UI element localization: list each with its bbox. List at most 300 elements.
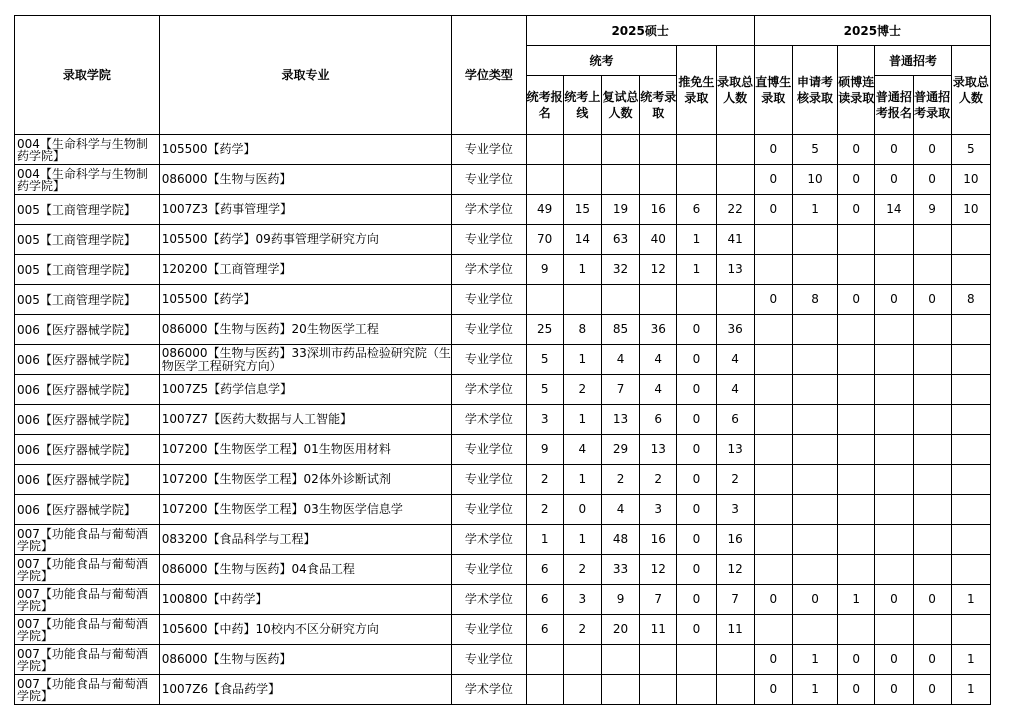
master-value-cell: 32 [601, 255, 639, 285]
degree-type-cell: 专业学位 [452, 465, 526, 495]
header-d-col: 申请考核录取 [792, 46, 837, 135]
table-row [15, 405, 991, 435]
master-value-cell [601, 135, 639, 165]
header-college: 录取学院 [15, 16, 160, 135]
master-value-cell: 15 [563, 195, 601, 225]
doctor-value-cell [913, 615, 951, 645]
master-value-cell: 0 [677, 555, 716, 585]
master-value-cell [677, 675, 716, 705]
master-value-cell: 13 [640, 435, 677, 465]
doctor-value-cell [838, 255, 875, 285]
major-cell: 105500【药学】 [159, 285, 451, 315]
master-value-cell: 19 [601, 195, 639, 225]
table-row [15, 585, 991, 615]
college-cell: 005【工商管理学院】 [15, 195, 160, 225]
master-value-cell [716, 135, 754, 165]
major-cell: 105500【药学】 [159, 135, 451, 165]
doctor-value-cell [838, 555, 875, 585]
doctor-value-cell: 9 [913, 195, 951, 225]
master-value-cell: 33 [601, 555, 639, 585]
master-value-cell: 36 [716, 315, 754, 345]
doctor-value-cell [951, 555, 990, 585]
doctor-value-cell: 5 [792, 135, 837, 165]
degree-type-cell: 专业学位 [452, 615, 526, 645]
master-value-cell: 0 [677, 525, 716, 555]
major-cell: 086000【生物与医药】04食品工程 [159, 555, 451, 585]
doctor-value-cell [913, 495, 951, 525]
master-value-cell: 13 [716, 435, 754, 465]
master-value-cell: 1 [677, 255, 716, 285]
master-value-cell: 0 [677, 405, 716, 435]
doctor-value-cell [875, 255, 913, 285]
header-m-col: 推免生录取 [677, 46, 716, 135]
table-body [15, 135, 991, 705]
master-value-cell: 0 [677, 495, 716, 525]
master-value-cell [716, 645, 754, 675]
master-value-cell: 8 [563, 315, 601, 345]
master-value-cell [716, 165, 754, 195]
header-m-col: 统考录取 [640, 76, 677, 135]
master-value-cell: 6 [526, 555, 563, 585]
master-value-cell: 4 [640, 345, 677, 375]
doctor-value-cell: 0 [913, 285, 951, 315]
doctor-value-cell [875, 315, 913, 345]
master-value-cell: 70 [526, 225, 563, 255]
major-cell: 086000【生物与医药】 [159, 165, 451, 195]
major-cell: 120200【工商管理学】 [159, 255, 451, 285]
master-value-cell: 16 [716, 525, 754, 555]
doctor-value-cell [913, 555, 951, 585]
master-value-cell: 9 [526, 255, 563, 285]
degree-type-cell: 学术学位 [452, 375, 526, 405]
doctor-value-cell [754, 315, 792, 345]
master-value-cell: 2 [563, 555, 601, 585]
degree-type-cell: 学术学位 [452, 525, 526, 555]
doctor-value-cell [838, 465, 875, 495]
master-value-cell: 4 [563, 435, 601, 465]
master-value-cell [640, 675, 677, 705]
doctor-value-cell [875, 405, 913, 435]
master-value-cell [563, 165, 601, 195]
master-value-cell: 41 [716, 225, 754, 255]
master-value-cell: 2 [640, 465, 677, 495]
master-value-cell: 0 [677, 585, 716, 615]
master-value-cell: 40 [640, 225, 677, 255]
doctor-value-cell: 0 [913, 645, 951, 675]
doctor-value-cell [754, 405, 792, 435]
master-value-cell: 3 [640, 495, 677, 525]
doctor-value-cell [951, 435, 990, 465]
degree-type-cell: 学术学位 [452, 255, 526, 285]
college-cell: 005【工商管理学院】 [15, 225, 160, 255]
master-value-cell: 3 [563, 585, 601, 615]
master-value-cell: 1 [677, 225, 716, 255]
major-cell: 105500【药学】09药事管理学研究方向 [159, 225, 451, 255]
degree-type-cell: 专业学位 [452, 435, 526, 465]
degree-type-cell: 学术学位 [452, 405, 526, 435]
table-row [15, 645, 991, 675]
degree-type-cell: 专业学位 [452, 135, 526, 165]
doctor-value-cell [754, 345, 792, 375]
admission-table [14, 15, 991, 705]
doctor-value-cell: 0 [754, 645, 792, 675]
doctor-value-cell [951, 225, 990, 255]
doctor-value-cell [792, 255, 837, 285]
master-value-cell: 4 [716, 345, 754, 375]
doctor-value-cell [754, 225, 792, 255]
master-value-cell [526, 675, 563, 705]
major-cell: 1007Z5【药学信息学】 [159, 375, 451, 405]
doctor-value-cell [875, 615, 913, 645]
doctor-value-cell [792, 405, 837, 435]
major-cell: 1007Z6【食品药学】 [159, 675, 451, 705]
header-d-col: 硕博连读录取 [838, 46, 875, 135]
table-row [15, 315, 991, 345]
college-cell: 006【医疗器械学院】 [15, 465, 160, 495]
doctor-value-cell [875, 465, 913, 495]
master-value-cell [526, 285, 563, 315]
table-row [15, 285, 991, 315]
doctor-value-cell [838, 225, 875, 255]
table-row [15, 465, 991, 495]
master-value-cell: 20 [601, 615, 639, 645]
master-value-cell: 1 [563, 405, 601, 435]
doctor-value-cell [754, 615, 792, 645]
doctor-value-cell [792, 435, 837, 465]
header-doctor-2025: 2025博士 [754, 16, 990, 46]
master-value-cell: 6 [716, 405, 754, 435]
major-cell: 105600【中药】10校内不区分研究方向 [159, 615, 451, 645]
table-row [15, 255, 991, 285]
doctor-value-cell [951, 525, 990, 555]
master-value-cell: 7 [640, 585, 677, 615]
master-value-cell: 2 [563, 375, 601, 405]
master-value-cell: 11 [716, 615, 754, 645]
master-value-cell: 6 [640, 405, 677, 435]
doctor-value-cell [792, 315, 837, 345]
doctor-value-cell [913, 435, 951, 465]
master-value-cell: 3 [526, 405, 563, 435]
header-d-col: 录取总人数 [951, 46, 990, 135]
header-m-col: 统考报名 [526, 76, 563, 135]
table-row [15, 195, 991, 225]
header-d-col: 普通招考录取 [913, 76, 951, 135]
master-value-cell: 13 [601, 405, 639, 435]
master-value-cell [526, 165, 563, 195]
master-value-cell: 4 [716, 375, 754, 405]
master-value-cell: 0 [677, 345, 716, 375]
doctor-value-cell: 0 [875, 135, 913, 165]
table-row [15, 375, 991, 405]
doctor-value-cell [838, 315, 875, 345]
doctor-value-cell [838, 525, 875, 555]
master-value-cell [716, 675, 754, 705]
doctor-value-cell: 0 [875, 645, 913, 675]
master-value-cell: 6 [526, 585, 563, 615]
master-value-cell: 36 [640, 315, 677, 345]
doctor-value-cell [951, 405, 990, 435]
doctor-value-cell: 14 [875, 195, 913, 225]
master-value-cell: 1 [526, 525, 563, 555]
master-value-cell [677, 165, 716, 195]
doctor-value-cell [754, 495, 792, 525]
degree-type-cell: 专业学位 [452, 225, 526, 255]
table-row [15, 435, 991, 465]
doctor-value-cell [913, 405, 951, 435]
major-cell: 107200【生物医学工程】02体外诊断试剂 [159, 465, 451, 495]
doctor-value-cell [913, 225, 951, 255]
doctor-value-cell [951, 315, 990, 345]
doctor-value-cell: 0 [913, 165, 951, 195]
doctor-value-cell: 8 [792, 285, 837, 315]
doctor-value-cell: 5 [951, 135, 990, 165]
master-value-cell: 12 [640, 255, 677, 285]
header-d-col: 直博生录取 [754, 46, 792, 135]
master-value-cell [563, 645, 601, 675]
master-value-cell: 5 [526, 375, 563, 405]
doctor-value-cell: 0 [754, 675, 792, 705]
doctor-value-cell [951, 375, 990, 405]
master-value-cell: 0 [677, 465, 716, 495]
college-cell: 006【医疗器械学院】 [15, 375, 160, 405]
doctor-value-cell [875, 435, 913, 465]
table-row [15, 225, 991, 255]
master-value-cell: 1 [563, 525, 601, 555]
master-value-cell: 9 [526, 435, 563, 465]
doctor-value-cell: 0 [838, 675, 875, 705]
table-row [15, 135, 991, 165]
doctor-value-cell: 1 [792, 675, 837, 705]
doctor-value-cell [838, 615, 875, 645]
doctor-value-cell [838, 405, 875, 435]
header-master-2025: 2025硕士 [526, 16, 754, 46]
master-value-cell: 25 [526, 315, 563, 345]
college-cell: 005【工商管理学院】 [15, 285, 160, 315]
master-value-cell: 9 [601, 585, 639, 615]
doctor-value-cell: 0 [838, 165, 875, 195]
master-value-cell [601, 645, 639, 675]
doctor-value-cell [913, 255, 951, 285]
table-row [15, 675, 991, 705]
doctor-value-cell [951, 615, 990, 645]
master-value-cell: 7 [716, 585, 754, 615]
college-cell: 004【生命科学与生物制药学院】 [15, 165, 160, 195]
doctor-value-cell: 0 [838, 195, 875, 225]
master-value-cell: 48 [601, 525, 639, 555]
doctor-value-cell: 0 [838, 645, 875, 675]
table-row [15, 165, 991, 195]
doctor-value-cell [875, 345, 913, 375]
doctor-value-cell [951, 465, 990, 495]
major-cell: 107200【生物医学工程】03生物医学信息学 [159, 495, 451, 525]
doctor-value-cell [875, 555, 913, 585]
doctor-value-cell: 0 [913, 135, 951, 165]
doctor-value-cell: 0 [754, 285, 792, 315]
major-cell: 086000【生物与医药】33深圳市药品检验研究院（生物医学工程研究方向） [159, 345, 451, 375]
header-m-col: 统考上线 [563, 76, 601, 135]
master-value-cell [677, 645, 716, 675]
master-value-cell: 4 [601, 495, 639, 525]
major-cell: 1007Z3【药事管理学】 [159, 195, 451, 225]
master-value-cell: 0 [677, 615, 716, 645]
doctor-value-cell: 0 [754, 585, 792, 615]
doctor-value-cell [913, 465, 951, 495]
doctor-value-cell: 1 [792, 195, 837, 225]
degree-type-cell: 专业学位 [452, 165, 526, 195]
college-cell: 005【工商管理学院】 [15, 255, 160, 285]
header-m-col: 录取总人数 [716, 46, 754, 135]
master-value-cell [563, 135, 601, 165]
master-value-cell [640, 165, 677, 195]
master-value-cell: 12 [716, 555, 754, 585]
master-value-cell: 5 [526, 345, 563, 375]
doctor-value-cell: 1 [951, 645, 990, 675]
degree-type-cell: 学术学位 [452, 585, 526, 615]
doctor-value-cell: 1 [951, 675, 990, 705]
doctor-value-cell [792, 555, 837, 585]
master-value-cell: 2 [716, 465, 754, 495]
master-value-cell [601, 285, 639, 315]
doctor-value-cell: 0 [875, 585, 913, 615]
doctor-value-cell [913, 525, 951, 555]
master-value-cell: 63 [601, 225, 639, 255]
college-cell: 006【医疗器械学院】 [15, 495, 160, 525]
college-cell: 006【医疗器械学院】 [15, 435, 160, 465]
doctor-value-cell [838, 345, 875, 375]
college-cell: 007【功能食品与葡萄酒学院】 [15, 645, 160, 675]
master-value-cell: 1 [563, 255, 601, 285]
master-value-cell: 0 [677, 315, 716, 345]
doctor-value-cell [838, 495, 875, 525]
doctor-value-cell [754, 375, 792, 405]
master-value-cell: 2 [563, 615, 601, 645]
master-value-cell: 2 [526, 495, 563, 525]
doctor-value-cell: 0 [913, 675, 951, 705]
master-value-cell [563, 285, 601, 315]
major-cell: 1007Z7【医药大数据与人工智能】 [159, 405, 451, 435]
table-row [15, 525, 991, 555]
degree-type-cell: 专业学位 [452, 285, 526, 315]
master-value-cell: 6 [677, 195, 716, 225]
master-value-cell: 7 [601, 375, 639, 405]
doctor-value-cell: 10 [792, 165, 837, 195]
college-cell: 007【功能食品与葡萄酒学院】 [15, 675, 160, 705]
master-value-cell [601, 675, 639, 705]
doctor-value-cell [913, 345, 951, 375]
college-cell: 007【功能食品与葡萄酒学院】 [15, 555, 160, 585]
master-value-cell: 29 [601, 435, 639, 465]
doctor-value-cell: 0 [754, 135, 792, 165]
doctor-value-cell: 1 [838, 585, 875, 615]
doctor-value-cell [792, 225, 837, 255]
major-cell: 107200【生物医学工程】01生物医用材料 [159, 435, 451, 465]
major-cell: 083200【食品科学与工程】 [159, 525, 451, 555]
master-value-cell: 16 [640, 525, 677, 555]
college-cell: 006【医疗器械学院】 [15, 315, 160, 345]
master-value-cell: 2 [601, 465, 639, 495]
header-degree-type: 学位类型 [452, 16, 526, 135]
doctor-value-cell [875, 225, 913, 255]
college-cell: 006【医疗器械学院】 [15, 345, 160, 375]
master-value-cell [526, 135, 563, 165]
doctor-value-cell: 1 [951, 585, 990, 615]
doctor-value-cell [754, 555, 792, 585]
master-value-cell: 4 [640, 375, 677, 405]
degree-type-cell: 专业学位 [452, 495, 526, 525]
table-row [15, 615, 991, 645]
master-value-cell [640, 645, 677, 675]
master-value-cell [677, 285, 716, 315]
degree-type-cell: 学术学位 [452, 675, 526, 705]
doctor-value-cell: 0 [754, 195, 792, 225]
master-value-cell: 13 [716, 255, 754, 285]
doctor-value-cell [792, 525, 837, 555]
header-d-col: 普通招考报名 [875, 76, 913, 135]
degree-type-cell: 专业学位 [452, 645, 526, 675]
master-value-cell: 12 [640, 555, 677, 585]
college-cell: 007【功能食品与葡萄酒学院】 [15, 525, 160, 555]
degree-type-cell: 专业学位 [452, 555, 526, 585]
doctor-value-cell [792, 375, 837, 405]
table-row [15, 345, 991, 375]
degree-type-cell: 专业学位 [452, 345, 526, 375]
master-value-cell: 22 [716, 195, 754, 225]
doctor-value-cell: 0 [875, 285, 913, 315]
master-value-cell: 1 [563, 465, 601, 495]
doctor-value-cell: 0 [913, 585, 951, 615]
master-value-cell: 0 [677, 435, 716, 465]
master-value-cell: 0 [677, 375, 716, 405]
major-cell: 086000【生物与医药】20生物医学工程 [159, 315, 451, 345]
table-row [15, 495, 991, 525]
master-value-cell [563, 675, 601, 705]
doctor-value-cell [913, 375, 951, 405]
doctor-value-cell: 0 [838, 135, 875, 165]
college-cell: 006【医疗器械学院】 [15, 405, 160, 435]
master-value-cell: 3 [716, 495, 754, 525]
doctor-value-cell [875, 375, 913, 405]
doctor-value-cell [754, 465, 792, 495]
master-value-cell: 85 [601, 315, 639, 345]
master-value-cell: 11 [640, 615, 677, 645]
table-row [15, 555, 991, 585]
header-unified-exam: 统考 [526, 46, 677, 76]
doctor-value-cell: 1 [792, 645, 837, 675]
master-value-cell: 0 [563, 495, 601, 525]
master-value-cell: 14 [563, 225, 601, 255]
doctor-value-cell [875, 495, 913, 525]
doctor-value-cell [951, 255, 990, 285]
college-cell: 004【生命科学与生物制药学院】 [15, 135, 160, 165]
college-cell: 007【功能食品与葡萄酒学院】 [15, 585, 160, 615]
doctor-value-cell [838, 435, 875, 465]
doctor-value-cell [838, 375, 875, 405]
doctor-value-cell [792, 615, 837, 645]
major-cell: 086000【生物与医药】 [159, 645, 451, 675]
major-cell: 100800【中药学】 [159, 585, 451, 615]
doctor-value-cell [792, 345, 837, 375]
degree-type-cell: 学术学位 [452, 195, 526, 225]
master-value-cell [716, 285, 754, 315]
doctor-value-cell [792, 495, 837, 525]
doctor-value-cell [754, 255, 792, 285]
master-value-cell: 49 [526, 195, 563, 225]
doctor-value-cell: 0 [838, 285, 875, 315]
doctor-value-cell [792, 465, 837, 495]
doctor-value-cell: 8 [951, 285, 990, 315]
master-value-cell: 1 [563, 345, 601, 375]
doctor-value-cell: 0 [875, 675, 913, 705]
